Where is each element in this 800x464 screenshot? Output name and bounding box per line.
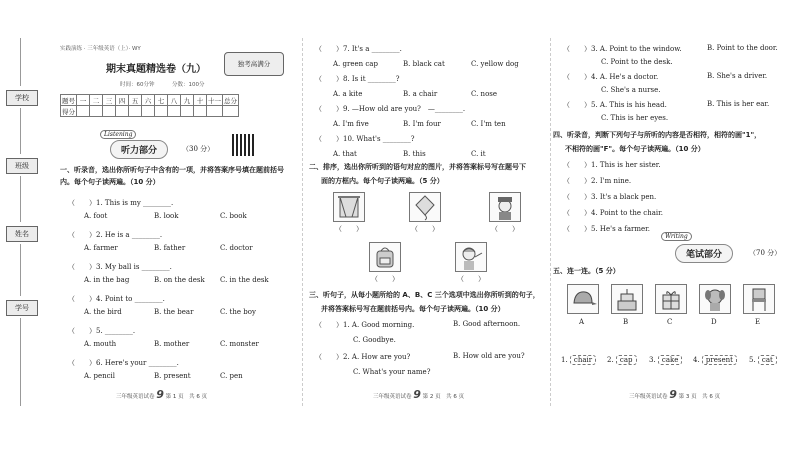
s3-q4-b: B. She's a driver. bbox=[707, 72, 768, 80]
score-input-cell[interactable] bbox=[142, 106, 155, 117]
score-input-cell[interactable] bbox=[77, 106, 90, 117]
badge-stamp: 独考高满分 bbox=[224, 52, 284, 76]
cap-icon bbox=[568, 285, 598, 313]
s1-q4-a: A. the bird bbox=[84, 308, 122, 316]
window-icon bbox=[334, 193, 364, 221]
s5-word-5[interactable] bbox=[749, 356, 777, 364]
s1-q6: （ ）6. Here's your ________. bbox=[68, 359, 179, 367]
score-cell: 九 bbox=[181, 95, 194, 106]
kite-picture bbox=[409, 192, 441, 222]
s5-word-4[interactable] bbox=[693, 356, 737, 364]
girl-picture bbox=[455, 242, 487, 272]
s3-q4-c: C. She's a nurse. bbox=[601, 86, 661, 94]
score-cell: 一 bbox=[77, 95, 90, 106]
s1-q7-a: A. green cap bbox=[333, 60, 378, 68]
s3-q1-a: （ ）1. A. Good morning. bbox=[315, 321, 415, 329]
footer-page-3 bbox=[629, 388, 720, 401]
s5-word-present: present bbox=[702, 355, 737, 365]
present-picture bbox=[655, 284, 687, 314]
score-cell: 总分 bbox=[224, 96, 237, 105]
section1-instructions: 一、听录音，选出你所听句子中含有的一项，并将答案序号填在题前括号内。每个句子读两遍。（10 分） bbox=[60, 166, 284, 186]
s5-letter-d: D bbox=[711, 318, 717, 326]
s5-word-cake: cake bbox=[658, 355, 682, 365]
s1-q10-a: A. that bbox=[333, 150, 357, 158]
s1-q3-a: A. in the bag bbox=[84, 276, 130, 284]
s5-word-1[interactable] bbox=[561, 356, 596, 364]
s1-q1-a: A. foot bbox=[84, 212, 108, 220]
score-cell: 题号 bbox=[62, 96, 75, 105]
s4-item-2: （ ）2. I'm nine. bbox=[563, 177, 632, 185]
series-label: 实践演练 · 三年级英语（上）· WY bbox=[60, 46, 141, 52]
score-input-cell[interactable] bbox=[168, 106, 181, 117]
s1-q1-b: B. look bbox=[154, 212, 179, 220]
s1-q6-a: A. pencil bbox=[84, 372, 116, 380]
binding-line bbox=[20, 176, 21, 222]
s5-letter-e: E bbox=[755, 318, 761, 326]
s1-q6-b: B. present bbox=[154, 372, 191, 380]
score-cell: 二 bbox=[90, 95, 103, 106]
s1-q8-a: A. a kite bbox=[333, 90, 363, 98]
kite-icon bbox=[410, 193, 440, 221]
s1-q3-b: B. on the desk bbox=[154, 276, 205, 284]
s5-word-number: 2. bbox=[607, 356, 614, 364]
score-input-cell[interactable] bbox=[223, 106, 239, 117]
s3-q5-c: C. This is her eyes. bbox=[601, 114, 669, 122]
s1-q8-c: C. nose bbox=[471, 90, 498, 98]
score-input-cell[interactable] bbox=[129, 106, 142, 117]
s1-q2-a: A. farmer bbox=[84, 244, 118, 252]
footer-number: 9 bbox=[413, 388, 421, 401]
score-table-header-row bbox=[61, 95, 239, 106]
binding-line bbox=[20, 318, 21, 406]
footer-page-text: 第 3 页 共 6 页 bbox=[678, 394, 721, 400]
score-input-cell[interactable] bbox=[155, 106, 168, 117]
s3-q2-c: C. What's your name? bbox=[353, 368, 431, 376]
school-bag-icon bbox=[370, 243, 400, 271]
s1-q5-a: A. mouth bbox=[84, 340, 117, 348]
footer-text: 三年级英语试卷 bbox=[629, 394, 668, 400]
s1-q1: （ ）1. This is my ________. bbox=[68, 199, 174, 207]
s4-item-5: （ ）5. He's a farmer. bbox=[563, 225, 650, 233]
score-cell: 六 bbox=[142, 95, 155, 106]
section5-instructions: 五、连一连。（5 分） bbox=[553, 267, 620, 275]
window-picture bbox=[333, 192, 365, 222]
cake-picture bbox=[611, 284, 643, 314]
binding-strip bbox=[0, 38, 45, 406]
footer-page-text: 第 1 页 共 6 页 bbox=[165, 394, 208, 400]
bag-picture bbox=[369, 242, 401, 272]
qr-code-icon[interactable] bbox=[232, 134, 254, 156]
score-table bbox=[60, 94, 239, 117]
s1-q10: （ ）10. What's ________? bbox=[315, 135, 415, 143]
page-2 bbox=[302, 38, 538, 406]
s1-q2-c: C. doctor bbox=[220, 244, 253, 252]
s1-q8: （ ）8. Is it ________? bbox=[315, 75, 400, 83]
cap-picture bbox=[567, 284, 599, 314]
s1-q4-b: B. the bear bbox=[154, 308, 194, 316]
s3-q1-b: B. Good afternoon. bbox=[453, 320, 521, 328]
s1-q5-c: C. monster bbox=[220, 340, 259, 348]
score-cell: 十 bbox=[194, 95, 207, 106]
s5-letter-c: C bbox=[667, 318, 673, 326]
s5-word-number: 1. bbox=[561, 356, 568, 364]
s1-q5: （ ）5. ________. bbox=[68, 327, 136, 335]
footer-number: 9 bbox=[669, 388, 677, 401]
s5-word-number: 5. bbox=[749, 356, 756, 364]
s5-word-cat: cat bbox=[758, 355, 777, 365]
s4-item-3: （ ）3. It's a black pen. bbox=[563, 193, 657, 201]
footer-page-2 bbox=[373, 388, 464, 401]
section2-instructions-line1: 二、排序，选出你所听到的语句对应的图片，并将答案标号写在题号下 bbox=[309, 163, 526, 171]
cake-icon bbox=[612, 285, 642, 313]
s1-q6-c: C. pen bbox=[220, 372, 243, 380]
s1-q7: （ ）7. It's a ________. bbox=[315, 45, 402, 53]
chair-icon bbox=[744, 285, 774, 313]
s3-q2-a: （ ）2. A. How are you? bbox=[315, 353, 411, 361]
s1-q9-b: B. I'm four bbox=[403, 120, 441, 128]
writing-section-title: 笔试部分 bbox=[675, 244, 733, 263]
s1-q1-c: C. book bbox=[220, 212, 247, 220]
s1-q9-c: C. I'm ten bbox=[471, 120, 506, 128]
s1-q3: （ ）3. My ball is ________. bbox=[68, 263, 172, 271]
writing-ribbon: Writing bbox=[661, 232, 692, 241]
s5-word-number: 4. bbox=[693, 356, 700, 364]
listening-section-title: 听力部分 bbox=[110, 140, 168, 159]
chair-picture bbox=[743, 284, 775, 314]
s1-q7-b: B. black cat bbox=[403, 60, 445, 68]
s1-q4: （ ）4. Point to ________. bbox=[68, 295, 165, 303]
dog-picture bbox=[699, 284, 731, 314]
girl-icon bbox=[456, 243, 486, 271]
footer-page-1 bbox=[116, 388, 207, 401]
section3-instructions-line1: 三、听句子，从每小题所给的 A、B、C 三个选项中选出你所听到的句子， bbox=[309, 291, 540, 299]
s5-word-chair: chair bbox=[570, 355, 596, 365]
s5-word-number: 3. bbox=[649, 356, 656, 364]
footer-text: 三年级英语试卷 bbox=[373, 394, 412, 400]
s2-answer-2[interactable]: （ ） bbox=[411, 225, 439, 233]
s3-q5-a: （ ）5. A. This is his head. bbox=[563, 101, 667, 109]
time-label: 时间：60分钟 bbox=[120, 82, 155, 88]
score-cell: 四 bbox=[116, 95, 129, 106]
s2-answer-3[interactable]: （ ） bbox=[491, 225, 519, 233]
s1-q9: （ ）9. —How old are you? —________. bbox=[315, 105, 466, 113]
score-cell: 三 bbox=[103, 95, 116, 106]
police-picture bbox=[489, 192, 521, 222]
s1-q2-b: B. father bbox=[154, 244, 186, 252]
binding-label-school: 学校 bbox=[6, 90, 38, 106]
s3-q3-b: B. Point to the door. bbox=[707, 44, 778, 52]
s1-q7-c: C. yellow dog bbox=[471, 60, 519, 68]
binding-label-name: 姓名 bbox=[6, 226, 38, 242]
binding-label-id: 学号 bbox=[6, 300, 38, 316]
section4-instructions-line1: 四、听录音，判断下列句子与所听的内容是否相符，相符的画"1"， bbox=[553, 131, 762, 139]
s5-word-cap: cap bbox=[616, 355, 637, 365]
s3-q5-b: B. This is her ear. bbox=[707, 100, 770, 108]
score-cell: 十一 bbox=[208, 96, 221, 105]
score-input-cell[interactable] bbox=[207, 106, 223, 117]
s1-q8-b: B. a chair bbox=[403, 90, 438, 98]
binding-line bbox=[20, 38, 21, 86]
s2-answer-5[interactable]: （ ） bbox=[457, 275, 485, 283]
page-1 bbox=[54, 38, 290, 406]
s1-q10-b: B. this bbox=[403, 150, 426, 158]
s1-q2: （ ）2. He is a ________. bbox=[68, 231, 163, 239]
dog-icon bbox=[700, 285, 730, 313]
score-input-cell[interactable] bbox=[181, 106, 194, 117]
score-input-cell[interactable] bbox=[90, 106, 103, 117]
footer-page-text: 第 2 页 共 6 页 bbox=[422, 394, 465, 400]
footer-number: 9 bbox=[156, 388, 164, 401]
binding-line bbox=[20, 244, 21, 296]
binding-line bbox=[20, 108, 21, 154]
page-3 bbox=[550, 38, 796, 406]
score-cell: 七 bbox=[155, 95, 168, 106]
s5-letter-b: B bbox=[623, 318, 629, 326]
s3-q3-c: C. Point to the desk. bbox=[601, 58, 673, 66]
section2-instructions-line2: 面的方框内。每个句子读两遍。（5 分） bbox=[321, 177, 444, 185]
s1-q5-b: B. mother bbox=[154, 340, 190, 348]
score-input-cell[interactable] bbox=[116, 106, 129, 117]
listening-ribbon: Listening bbox=[100, 130, 136, 139]
binding-label-class: 班级 bbox=[6, 158, 38, 174]
score-cell: 五 bbox=[129, 95, 142, 106]
s3-q3-a: （ ）3. A. Point to the window. bbox=[563, 45, 682, 53]
s3-q1-c: C. Goodbye. bbox=[353, 336, 396, 344]
s1-q4-c: C. the boy bbox=[220, 308, 256, 316]
score-input-cell[interactable] bbox=[194, 106, 207, 117]
exam-sheet bbox=[44, 38, 796, 406]
police-officer-icon bbox=[490, 193, 520, 221]
exam-title: 期末真题精选卷（九） bbox=[106, 64, 206, 75]
s4-item-1: （ ）1. This is her sister. bbox=[563, 161, 661, 169]
s2-answer-1[interactable]: （ ） bbox=[335, 225, 363, 233]
writing-points: （70 分） bbox=[749, 249, 782, 257]
footer-text: 三年级英语试卷 bbox=[116, 394, 155, 400]
s1-q3-c: C. in the desk bbox=[220, 276, 269, 284]
score-table-score-row bbox=[61, 106, 239, 117]
score-cell: 得分 bbox=[62, 107, 75, 116]
s5-word-3[interactable] bbox=[649, 356, 682, 364]
section4-instructions-line2: 不相符的画"F"。每个句子读两遍。（10 分） bbox=[565, 145, 705, 153]
score-cell: 八 bbox=[168, 95, 181, 106]
s2-answer-4[interactable]: （ ） bbox=[371, 275, 399, 283]
score-input-cell[interactable] bbox=[103, 106, 116, 117]
s1-q9-a: A. I'm five bbox=[333, 120, 369, 128]
s5-letter-a: A bbox=[579, 318, 585, 326]
score-label: 分数：100分 bbox=[172, 82, 205, 88]
s4-item-4: （ ）4. Point to the chair. bbox=[563, 209, 663, 217]
s3-q4-a: （ ）4. A. He's a doctor. bbox=[563, 73, 659, 81]
s5-word-2[interactable] bbox=[607, 356, 637, 364]
s1-q10-c: C. it bbox=[471, 150, 486, 158]
section3-instructions-line2: 并将答案标号写在题前括号内。每个句子读两遍。（10 分） bbox=[321, 305, 505, 313]
s3-q2-b: B. How old are you? bbox=[453, 352, 525, 360]
present-icon bbox=[656, 285, 686, 313]
listening-points: （30 分） bbox=[182, 145, 215, 153]
